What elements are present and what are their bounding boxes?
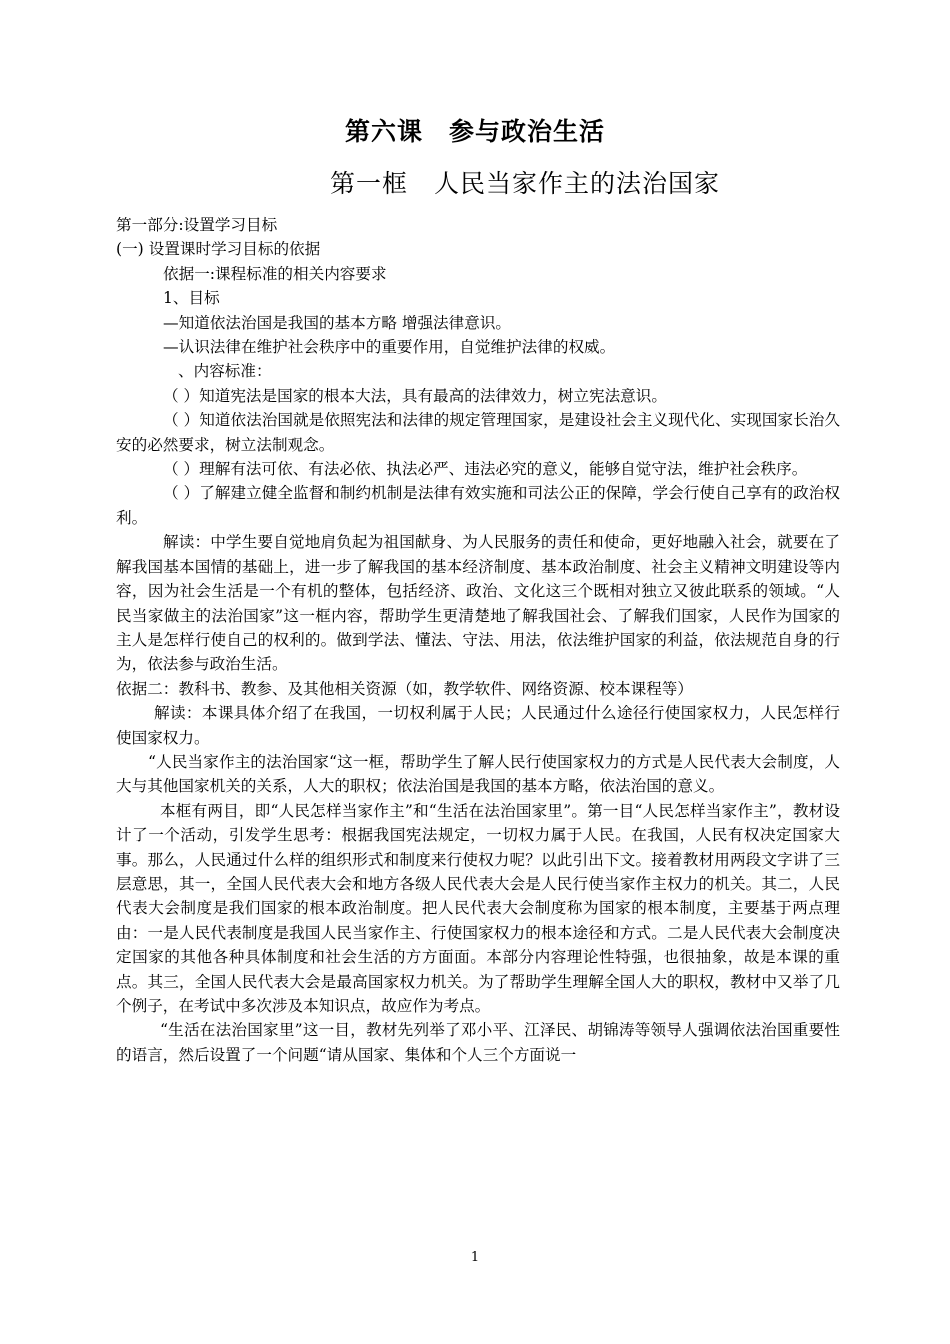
standard-item: （ ）知道依法治国就是依照宪法和法律的规定管理国家，是建设社会主义现代化、实现国家长治久安的必然要求，树立法制观念。 — [116, 411, 840, 454]
interpretation-paragraph: 解读：中学生要自觉地肩负起为祖国献身、为人民服务的责任和使命，更好地融入社会，就要在了解我国基本国情的基础上，进一步了解我国的基本经济制度、基本政治制度、社会主义精神文明建设等内容，因为社会生活是一个有机的整体，包括经济、政治、文化这三个既相对独立又彼此联系的领域。“人民当家做主的法治国家”这一框内容，帮助学生更清楚地了解我国社会、了解我们国家，人民作为国家的主人是怎样行使自己的权利的。做到学法、懂法、守法、用法，依法维护国家的利益，依法规范自身的行为，依法参与政治生活。 — [116, 533, 840, 674]
section-heading: 第一部分:设置学习目标 — [116, 216, 278, 234]
goal-item: —知道依法治国是我国的基本方略 增强法律意识。 — [163, 313, 512, 332]
page-subtitle: 第一框 人民当家作主的法治国家 — [329, 169, 720, 198]
body-paragraph: “生活在法治国家里”这一目，教材先列举了邓小平、江泽民、胡锦涛等领导人强调依法治国重要性的语言，然后设置了一个问题“请从国家、集体和个人三个方面说一 — [116, 1021, 840, 1064]
body-paragraph: 本框有两目，即“人民怎样当家作主”和“生活在法治国家里”。第一目“人民怎样当家作主”，教材设计了一个活动，引发学生思考：根据我国宪法规定，一切权力属于人民。在我国，人民有权决定国家大事。那么，人民通过什么样的组织形式和制度来行使权力呢？以此引出下文。接着教材用两段文字讲了三层意思，其一，全国人民代表大会和地方各级人民代表大会是人民行使当家作主权力的机关。其二，人民代表大会制度是我们国家的根本政治制度。把人民代表大会制度称为国家的根本制度，主要基于两点理由：一是人民代表制度是我国人民当家作主、行使国家权力的根本途径和方式。二是人民代表大会制度决定国家的其他各种具体制度和社会生活的方方面面。本部分内容理论性特强，也很抽象，故是本课的重点。其三，全国人民代表大会是最高国家权力机关。为了帮助学生理解全国人大的职权，教材中又举了几个例子，在考试中多次涉及本知识点，故应作为考点。 — [116, 801, 840, 1015]
interpretation-paragraph: 解读：本课具体介绍了在我国，一切权利属于人民；人民通过什么途径行使国家权力，人民怎样行使国家权力。 — [116, 704, 840, 747]
body-paragraph: “人民当家作主的法治国家“这一框，帮助学生了解人民行使国家权力的方式是人民代表大会制度，人大与其他国家机关的关系，人大的职权；依法治国是我国的基本方略，依法治国的意义。 — [116, 752, 840, 796]
page-number: 1 — [470, 1250, 480, 1265]
standard-item: （ ）知道宪法是国家的根本大法，具有最高的法律效力，树立宪法意识。 — [163, 386, 667, 405]
page-title: 第六课 参与政治生活 — [344, 117, 605, 146]
subsection-heading: (一) 设置课时学习目标的依据 — [116, 240, 321, 259]
basis-one-heading: 依据一:课程标准的相关内容要求 — [163, 264, 387, 283]
standard-item: （ ）了解建立健全监督和制约机制是法律有效实施和司法公正的保障，学会行使自己享有的政治权利。 — [116, 484, 840, 527]
standard-item: （ ）理解有法可依、有法必依、执法必严、违法必究的意义，能够自觉守法，维护社会秩序。 — [163, 460, 808, 479]
goal-heading: 1、目标 — [163, 289, 220, 308]
goal-item: —认识法律在维护社会秩序中的重要作用，自觉维护法律的权威。 — [163, 338, 616, 357]
document-body — [116, 213, 840, 1067]
basis-two-heading: 依据二：教科书、教参、及其他相关资源（如，教学软件、网络资源、校本课程等） — [116, 679, 693, 698]
content-standard-heading: 、内容标准： — [178, 362, 272, 381]
